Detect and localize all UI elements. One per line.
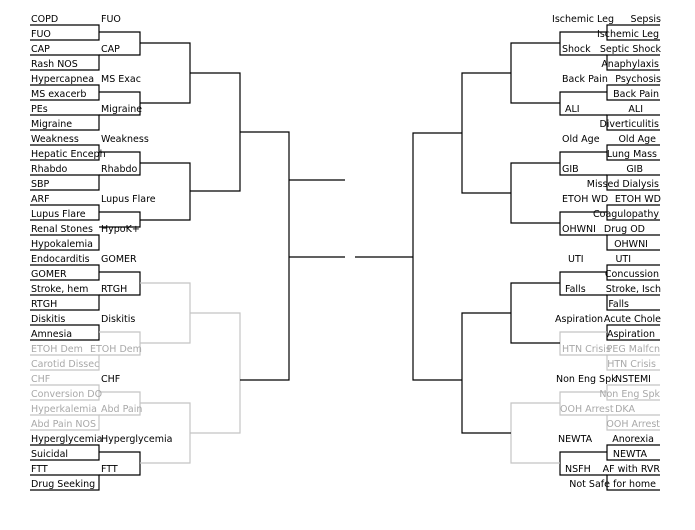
- left-r1-entry: PEs: [31, 104, 48, 115]
- right-r2-entry: NSFH: [565, 464, 591, 475]
- left-r2-entry: Weakness: [101, 134, 149, 145]
- left-round4-lines: [190, 73, 240, 433]
- right-r1-entry: HTN Crisis: [607, 359, 656, 370]
- right-r2-entry: UTI: [568, 254, 584, 265]
- left-r1-entry: CAP: [31, 44, 50, 55]
- left-r2-entry: FTT: [101, 464, 118, 475]
- left-r2-entry: Hyperglycemia: [101, 434, 173, 445]
- right-r1-entry: AF with RVR: [602, 464, 660, 475]
- left-r1-entry: Conversion DO: [31, 389, 103, 400]
- right-r1-entry: NSTEMI: [615, 374, 651, 385]
- left-r2-entry: ETOH Dem: [90, 344, 142, 355]
- right-r1-entry: Missed Dialysis: [586, 179, 659, 190]
- left-round2-entries: [90, 14, 172, 475]
- right-r1-entry: PEG Malfcn: [606, 344, 660, 355]
- left-r1-entry: ARF: [31, 194, 50, 205]
- left-r1-entry: Carotid Dissec: [31, 359, 100, 370]
- right-r1-entry: Falls: [608, 299, 629, 310]
- left-r2-entry: Rhabdo: [101, 164, 138, 175]
- right-r2-entry: Shock: [562, 44, 591, 55]
- right-r1-entry: Anaphylaxis: [601, 59, 659, 70]
- right-r1-entry: Lung Mass: [606, 149, 657, 160]
- right-r2-entry: Back Pain: [562, 74, 608, 85]
- left-r1-entry: GOMER: [31, 269, 67, 280]
- right-r1-entry: Aspiration: [606, 329, 655, 340]
- left-r1-entry: Hypercapnea: [31, 74, 95, 85]
- right-r2-entry: NEWTA: [558, 434, 593, 445]
- right-r1-entry: GIB: [626, 164, 643, 175]
- left-r1-entry: ETOH Dem: [31, 344, 83, 355]
- right-r1-entry: Psychosis: [615, 74, 661, 85]
- right-r1-entry: Acute Chole: [603, 314, 661, 325]
- left-r2-entry: GOMER: [101, 254, 137, 265]
- right-r1-entry: Ischemic Leg: [597, 29, 659, 40]
- right-r2-entry: ETOH WD: [562, 194, 609, 205]
- right-r2-entry: ALI: [565, 104, 580, 115]
- right-r1-entry: Diverticulitis: [599, 119, 659, 130]
- left-r1-entry: FTT: [31, 464, 48, 475]
- left-r1-entry: Drug Seeking: [31, 479, 96, 490]
- right-r1-entry: Anorexia: [612, 434, 654, 445]
- right-r1-entry: Drug OD: [603, 224, 645, 235]
- right-r1-entry: ALI: [628, 104, 643, 115]
- right-round5-lines: [355, 133, 462, 380]
- left-r1-entry: Diskitis: [31, 314, 66, 325]
- left-r2-entry: Abd Pain: [101, 404, 143, 415]
- left-round3-lines: [140, 43, 190, 463]
- right-r2-entry: GIB: [562, 164, 579, 175]
- right-r1-entry: UTI: [615, 254, 631, 265]
- right-r2-entry: Non Eng Spk: [556, 374, 617, 385]
- left-r1-entry: COPD: [31, 14, 59, 25]
- left-r2-entry: CAP: [101, 44, 120, 55]
- left-r2-entry: HypoK+: [101, 224, 140, 235]
- left-round5-lines: [240, 132, 345, 380]
- left-r1-entry: Endocarditis: [31, 254, 90, 265]
- right-r2-entry: OOH Arrest: [560, 404, 614, 415]
- right-r1-entry: Concussion: [604, 269, 659, 280]
- right-r2-entry: Falls: [565, 284, 586, 295]
- right-r1-entry: Coagulopathy: [593, 209, 659, 220]
- right-r1-entry: Ischemic Leg: [552, 14, 614, 25]
- left-r1-entry: Amnesia: [31, 329, 73, 340]
- left-r1-entry: Suicidal: [31, 449, 69, 460]
- right-r1-entry: Sepsis: [630, 14, 661, 25]
- right-r2-entry: Aspiration: [555, 314, 604, 325]
- left-r1-entry: Rhabdo: [31, 164, 68, 175]
- right-r1-entry: OHWNI: [614, 239, 648, 250]
- left-r1-entry: Hepatic Enceph: [31, 149, 106, 160]
- right-r1-entry: OOH Arrest: [606, 419, 660, 430]
- left-r1-entry: MS exacerb: [31, 89, 87, 100]
- left-r2-entry: Diskitis: [101, 314, 136, 325]
- left-r1-entry: RTGH: [31, 299, 58, 310]
- left-r2-entry: RTGH: [101, 284, 128, 295]
- right-r1-entry: Septic Shock: [599, 44, 661, 55]
- left-r1-entry: Stroke, hem: [31, 284, 89, 295]
- right-r2-entry: HTN Crisis: [562, 344, 611, 355]
- right-r1-entry: Back Pain: [613, 89, 659, 100]
- left-r1-entry: Hypokalemia: [31, 239, 93, 250]
- left-r1-entry: Hyperglycemia: [31, 434, 103, 445]
- left-r1-entry: Rash NOS: [31, 59, 78, 70]
- left-r1-entry: Lupus Flare: [31, 209, 86, 220]
- left-r2-entry: Migraine: [101, 104, 143, 115]
- left-r1-entry: Renal Stones: [31, 224, 93, 235]
- left-r2-entry: MS Exac: [101, 74, 141, 85]
- right-r1-entry: NEWTA: [612, 449, 647, 460]
- left-r2-entry: CHF: [101, 374, 121, 385]
- right-r1-entry: Stroke, Isch: [605, 284, 661, 295]
- left-r1-entry: FUO: [31, 29, 51, 40]
- left-r1-entry: Abd Pain NOS: [31, 419, 96, 430]
- left-r1-entry: Hyperkalemia: [31, 404, 97, 415]
- right-r2-entry: OHWNI: [562, 224, 596, 235]
- right-r1-entry: DKA: [615, 404, 635, 415]
- left-r2-entry: FUO: [101, 14, 121, 25]
- right-r1-entry: Old Age: [618, 134, 656, 145]
- left-r1-entry: Weakness: [31, 134, 79, 145]
- right-r2-entry: Old Age: [562, 134, 600, 145]
- left-r2-entry: Lupus Flare: [101, 194, 156, 205]
- right-round3-lines: [511, 43, 560, 463]
- left-r1-entry: CHF: [31, 374, 51, 385]
- left-r1-entry: Migraine: [31, 119, 73, 130]
- right-r1-entry: Not Safe for home: [569, 479, 656, 490]
- right-r1-entry: ETOH WD: [614, 194, 661, 205]
- left-r1-entry: SBP: [31, 179, 50, 190]
- right-round4-lines: [462, 73, 511, 433]
- right-r1-entry: Non Eng Spk: [599, 389, 660, 400]
- right-round2-entries: [555, 44, 617, 475]
